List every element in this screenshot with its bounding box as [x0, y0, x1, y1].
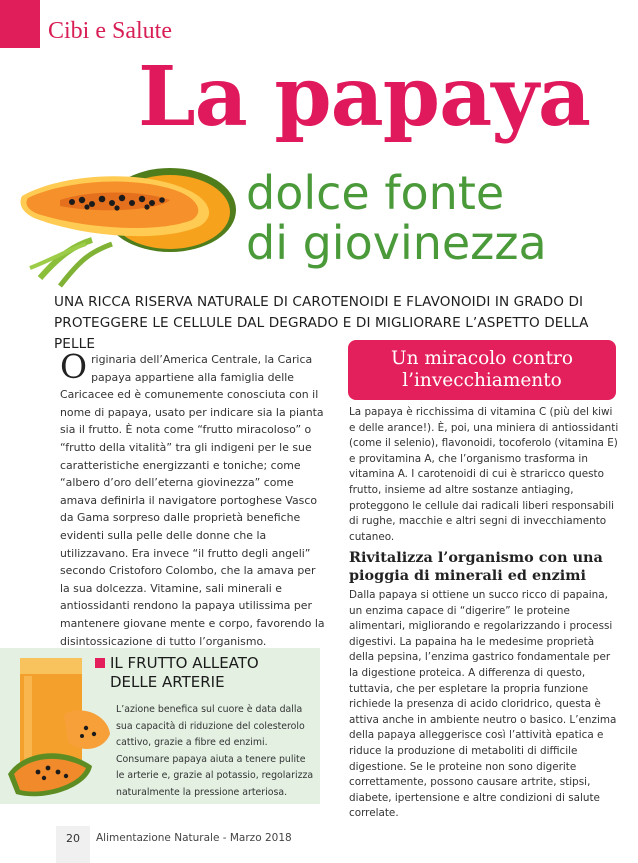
page-number: 20 [66, 832, 80, 845]
page-title: La papaya [138, 49, 591, 145]
sidebar-title-line-2: DELLE ARTERIE [110, 673, 225, 691]
intro-body: riginaria dell’America Centrale, la Carica papaya appartiene alla famiglia delle Caricacee ed è comunemente conosciuta con il nome di papaya, usato per indicare sia la pianta sia il frutto. È nota come “frutto miracoloso” o “frutto della vitalità” tra gli indigeni per le sue caratteristiche energizzanti e toniche; come “albero d’oro dell’eterna giovinezza” come amava definirla il navigatore portoghese Vasco da Gama sorpreso dalle proprietà benefiche evidenti sulla pelle delle donne che la utilizzavano. Era invece “il frutto degli angeli” secondo Cristoforo Colombo, che la amava per la sua dolcezza. Vitamine, sali minerali e antiossidanti rendono la papaya utilissima per mantenere giovane mente e corpo, favorendo la disintossicazione di tutto l’organismo. [60, 353, 325, 648]
drop-cap: O [60, 347, 88, 386]
box-heading-line-2: l’invecchiamento [402, 370, 562, 391]
section-marker [0, 0, 40, 48]
intro-paragraph [60, 347, 328, 650]
box-heading [348, 340, 616, 400]
subtitle [246, 168, 547, 268]
subtitle-line-1: dolce fonte [246, 166, 505, 220]
issue-info: Alimentazione Naturale - Marzo 2018 [96, 832, 292, 844]
section-label: Cibi e Salute [48, 18, 172, 44]
subtitle-line-2: di giovinezza [246, 216, 547, 270]
box-body: La papaya è ricchissima di vitamina C (più del kiwi e delle arance!). È, poi, una miniera di antiossidanti (come il selenio), flavonoidi, tocoferolo (vitamina E) e provitamina A, che l’organismo trasforma in vitamina A. I carotenoidi di cui è straricco questo frutto, insieme ad altre sostanze antiaging, proteggono le cellule dai radicali liberi responsabili di rughe, macchie e altri segni di invecchiamento cutaneo. [349, 406, 619, 543]
papaya-photo [20, 160, 238, 290]
bullet-square [95, 658, 105, 668]
sidebar-title-line-1: IL FRUTTO ALLEATO [110, 654, 259, 672]
papaya-juice-photo [4, 654, 112, 804]
section-heading: Rivitalizza l’organismo con una pioggia di minerali ed enzimi [349, 549, 603, 584]
sidebar-body: L’azione benefica sul cuore è data dalla sua capacità di riduzione del colesterolo cattivo, grazie a fibre ed enzimi. Consumare papaya aiuta a tenere pulite le arterie e, grazie al potassio, regolarizza naturalmente la pressione arteriosa. [116, 704, 314, 798]
box-heading-line-1: Un miracolo contro [391, 348, 573, 369]
sidebar-title [110, 654, 310, 692]
article-deck: UNA RICCA RISERVA NATURALE DI CAROTENOIDI E FLAVONOIDI IN GRADO DI PROTEGGERE LE CELLULE DAL DEGRADO E DI MIGLIORARE L’ASPETTO DELLA PELLE [54, 294, 589, 352]
section-body: Dalla papaya si ottiene un succo ricco di papaina, un enzima capace di “digerire” le proteine alimentari, migliorando e regolarizzando i processi digestivi. La papaina ha le medesime proprietà della pepsina, l’enzima gastrico fondamentale per la digestione proteica. A differenza di questo, tuttavia, che per espletare la propria funzione richiede la presenza di acido cloridrico, questa è attiva anche in ambiente neutro o basico. L’enzima della papaya alleggerisce così l’attività epatica e riduce la produzione di metaboliti di difficile digestione. Se le proteine non sono digerite correttamente, possono causare artrite, stipsi, diabete, ipertensione e altre condizioni di salute correlate. [349, 589, 617, 820]
